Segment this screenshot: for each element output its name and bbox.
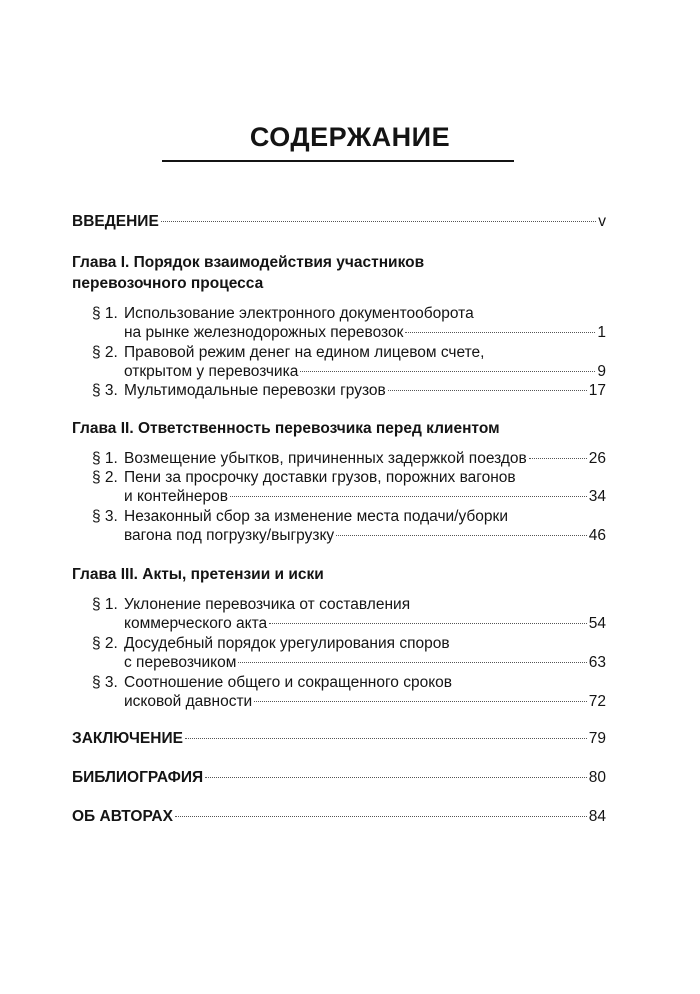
chapter-heading-line: Глава III. Акты, претензии и иски [72,566,324,583]
page-title: СОДЕРЖАНИЕ [249,122,451,152]
section-title-line: и контейнеров [124,488,228,505]
toc-page-number: 79 [588,730,606,747]
toc-entry-ch2-s1[interactable] [124,449,606,468]
section-number: § 3. [92,508,118,525]
toc-label: БИБЛИОГРАФИЯ [72,769,204,786]
dot-leader [161,221,596,222]
dot-leader [238,662,586,663]
dot-leader [336,535,587,536]
section-title-line: коммерческого акта [124,615,268,632]
toc-entry-bibliography[interactable] [72,768,606,787]
section-title-line[interactable]: Уклонение перевозчика от составления [124,596,411,613]
toc-entry-introduction[interactable] [72,212,606,231]
dot-leader [269,623,587,624]
dot-leader [230,496,587,497]
section-number: § 1. [92,450,118,467]
toc-label: ВВЕДЕНИЕ [72,213,159,230]
toc-entry-authors[interactable] [72,807,606,826]
chapter-3-heading[interactable] [72,564,324,585]
toc-entry-ch3-s1[interactable] [124,614,606,633]
toc-page-number: v [598,213,606,230]
section-number: § 2. [92,635,118,652]
section-number: § 1. [92,305,118,322]
toc-page-number: 9 [597,363,606,380]
toc-page-number: 26 [588,450,606,467]
toc-page-number: 54 [588,615,606,632]
chapter-heading-line: Глава II. Ответственность перевозчика перед клиентом [72,420,500,437]
dot-leader [205,777,587,778]
section-title-line[interactable]: Использование электронного документооборота [124,305,474,322]
title-underline [162,160,514,162]
section-title-line[interactable]: Соотношение общего и сокращенного сроков [124,674,453,691]
dot-leader [388,390,587,391]
toc-label: ЗАКЛЮЧЕНИЕ [72,730,183,747]
section-title-line[interactable]: Правовой режим денег на едином лицевом счете, [124,344,485,361]
chapter-heading-line: Глава I. Порядок взаимодействия участников [72,254,425,271]
section-title-line: с перевозчиком [124,654,237,671]
section-title-line: исковой давности [124,693,253,710]
dot-leader [175,816,587,817]
chapter-heading-line: перевозочного процесса [72,275,264,292]
section-title-line: Возмещение убытков, причиненных задержкой поездов [124,450,527,467]
dot-leader [300,371,595,372]
section-title-line: вагона под погрузку/выгрузку [124,527,335,544]
toc-entry-ch1-s2[interactable] [124,362,606,381]
toc-page-number: 34 [588,488,606,505]
toc-entry-ch2-s2[interactable] [124,487,606,506]
section-title-line: на рынке железнодорожных перевозок [124,324,404,341]
toc-page-number: 63 [588,654,606,671]
toc-page-number: 80 [588,769,606,786]
toc-page-number: 84 [588,808,606,825]
section-title-line[interactable]: Досудебный порядок урегулирования споров [124,635,450,652]
section-title-line: Мультимодальные перевозки грузов [124,382,386,399]
chapter-2-heading[interactable] [72,418,500,439]
toc-entry-ch1-s3[interactable] [124,381,606,400]
dot-leader [254,701,587,702]
dot-leader [405,332,595,333]
section-number: § 3. [92,674,118,691]
toc-entry-ch2-s3[interactable] [124,526,606,545]
section-title-line[interactable]: Незаконный сбор за изменение места подачи/уборки [124,508,508,525]
section-number: § 3. [92,382,118,399]
dot-leader [185,738,587,739]
dot-leader [529,458,587,459]
section-number: § 1. [92,596,118,613]
toc-entry-ch3-s3[interactable] [124,692,606,711]
section-title-line[interactable]: Пени за просрочку доставки грузов, порожних вагонов [124,469,516,486]
toc-page-number: 46 [588,527,606,544]
section-title-line: открытом у перевозчика [124,363,299,380]
chapter-1-heading[interactable] [72,252,424,294]
section-number: § 2. [92,469,118,486]
toc-page-number: 72 [588,693,606,710]
section-number: § 2. [92,344,118,361]
toc-entry-ch3-s2[interactable] [124,653,606,672]
toc-entry-conclusion[interactable] [72,729,606,748]
toc-label: ОБ АВТОРАХ [72,808,173,825]
toc-page-number: 17 [588,382,606,399]
toc-page-number: 1 [597,324,606,341]
toc-entry-ch1-s1[interactable] [124,323,606,342]
